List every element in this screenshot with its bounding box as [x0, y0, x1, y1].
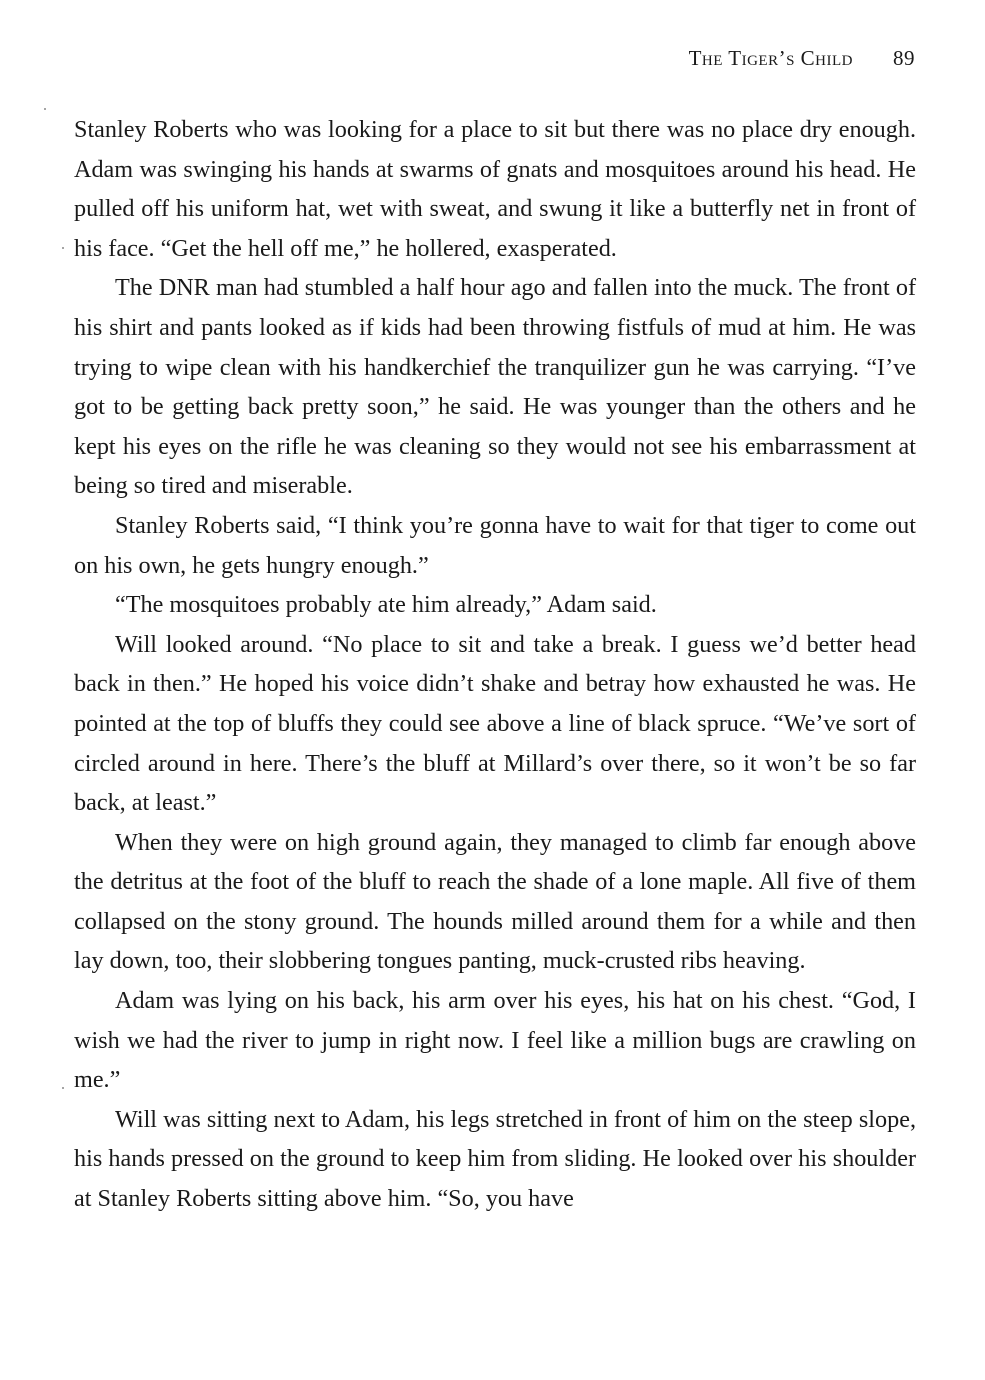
body-text	[74, 110, 916, 1219]
scan-speck	[62, 1087, 64, 1089]
paragraph-3: Stanley Roberts said, “I think you’re gonna have to wait for that tiger to come out on his own, he gets hungry enough.”	[74, 511, 916, 579]
running-head	[689, 46, 915, 71]
page-number: 89	[893, 46, 915, 70]
paragraph-7: Adam was lying on his back, his arm over his eyes, his hat on his chest. “God, I wish we had the river to jump in right now. I feel like a million bugs are crawling on me.”	[74, 987, 916, 1094]
running-title: The Tiger’s Child	[688, 46, 853, 70]
paragraph-8: Will was sitting next to Adam, his legs stretched in front of him on the steep slope, his hands pressed on the ground to keep him from sliding. He looked over his shoulder at Stanley Roberts sitting above him. “So, you have	[74, 1105, 916, 1213]
paragraph-2: The DNR man had stumbled a half hour ago and fallen into the muck. The front of his shirt and pants looked as if kids had been throwing fistfuls of mud at him. He was trying to wipe clean with his handkerchief the tranquilizer gun he was carrying. “I’ve got to be getting back pretty soon,” he said. He was younger than the others and he kept his eyes on the rifle he was cleaning so they would not see his embarrassment at being so tired and miserable.	[74, 274, 916, 500]
paragraph-6: When they were on high ground again, they managed to climb far enough above the detritus at the foot of the bluff to reach the shade of a lone maple. All five of them collapsed on the stony ground. The hounds milled around them for a while and then lay down, too, their slobbering tongues panting, muck-crusted ribs heaving.	[74, 828, 916, 975]
scan-speck	[62, 247, 64, 249]
scan-speck	[44, 108, 46, 110]
paragraph-5: Will looked around. “No place to sit and take a break. I guess we’d better head back in then.” He hoped his voice didn’t shake and betray how exhausted he was. He pointed at the top of bluffs they could see above a line of black spruce. “We’ve sort of circled around in here. There’s the bluff at Millard’s over there, so it won’t be so far back, at least.”	[74, 630, 916, 817]
paragraph-4: “The mosquitoes probably ate him already,” Adam said.	[115, 591, 657, 619]
paragraph-1: Stanley Roberts who was looking for a place to sit but there was no place dry enough. Adam was swinging his hands at swarms of gnats and mosquitoes around his head. He pulled off his uniform hat, wet with sweat, and swung it like a butterfly net in front of his face. “Get the hell off me,” he hollered, exasperated.	[74, 116, 916, 262]
